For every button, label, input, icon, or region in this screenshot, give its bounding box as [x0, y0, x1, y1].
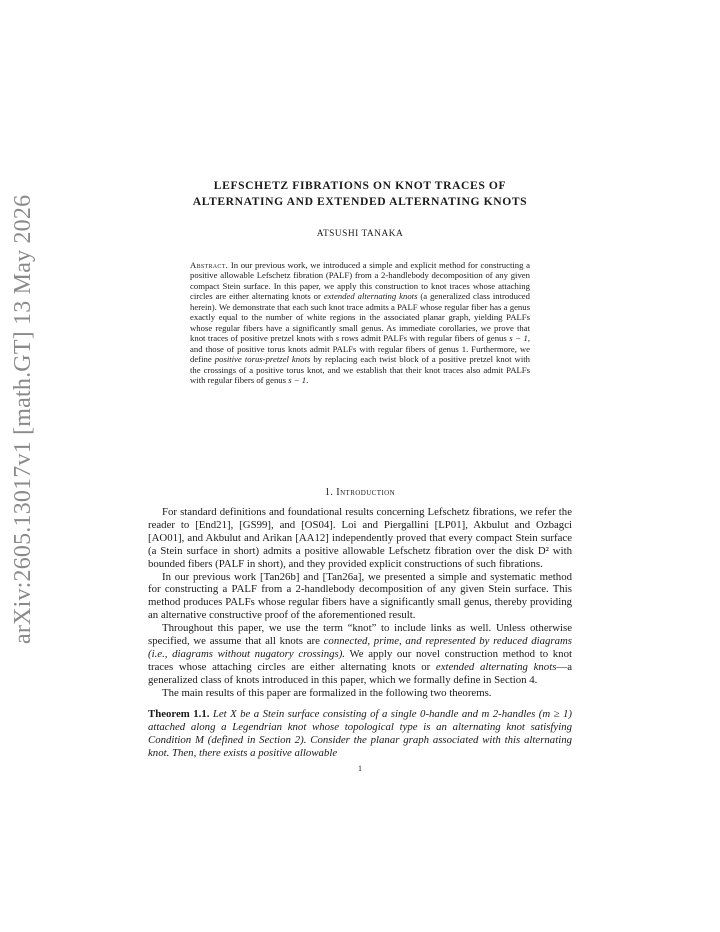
paper-title	[0, 178, 720, 210]
abstract-text: (a generalized class introduced herein). We demonstrate that each such knot trace admits a PALF whose regular fiber has a genus exactly equal to the number of white regions in the associated planar graph, yielding PALFs whose regular fibers have a significantly small genus. As immediate corollaries, we prove that knot traces of positive pretzel knots with	[190, 291, 530, 344]
theorem-text: Let X be a Stein surface consisting of a single 0-handle and m 2-handles (m ≥ 1) attached along a Legendrian knot whose topological type is an alternating knot satisfying Condition M (defined in Section 2). Consider the planar graph associated with this alternating knot. Then, there exists a positive allowable	[148, 708, 572, 759]
paragraph-italic: extended alternating knots	[435, 660, 557, 673]
abstract-italic-term: extended alternating knots	[323, 291, 418, 302]
paragraph-text: We apply our novel construction method to knot traces whose attaching circles are either alternating knots or	[148, 647, 572, 673]
page-number: 1	[358, 764, 362, 773]
theorem-1-1	[148, 708, 572, 760]
paragraph: The main results of this paper are formalized in the following two theorems.	[162, 686, 492, 699]
paragraph-italic: connected, prime, and represented by reduced diagrams (i.e., diagrams without nugatory crossings).	[148, 635, 572, 660]
abstract-math: s − 1	[288, 374, 307, 385]
abstract-math: s	[335, 333, 340, 344]
title-line-2: ALTERNATING AND EXTENDED ALTERNATING KNOTS	[192, 195, 528, 208]
abstract-text: In our previous work, we introduced a simple and explicit method for constructing a positive allowable Lefschetz fibration (PALF) from a 2-handlebody decomposition of any given compact Stein surface. In this paper, we apply this construction to knot traces whose attaching circles are either alternating knots or	[190, 260, 530, 302]
abstract	[190, 260, 530, 385]
paragraph: For standard definitions and foundational results concerning Lefschetz fibrations, we refer the reader to [End21], [GS99], and [OS04]. Loi and Piergallini [LP01], Akbulut and Ozbagci [AO01], and Akbulut and Arikan [AA12] independently proved that every compact Stein surface (a Stein surface in short) admits a positive allowable Lefschetz fibration over the disk D² with bounded fibers (PALF in short), and they provided explicit constructions of such fibrations.	[148, 506, 572, 570]
paragraph	[148, 622, 572, 687]
author-name: ATSUSHI TANAKA	[316, 229, 404, 239]
theorem-label: Theorem 1.1.	[148, 708, 210, 720]
arxiv-identifier: arXiv:2605.13017v1 [math.GT] 13 May 2026	[10, 194, 36, 644]
introduction-body	[148, 506, 572, 700]
abstract-math: s − 1	[509, 333, 528, 344]
abstract-text: by replacing each twist block of a positive pretzel knot with the crossings of a positive torus knot, and we establish that their knot traces also admit PALFs with regular fibers of genus	[190, 354, 530, 385]
abstract-text: .	[306, 374, 309, 385]
paragraph-text: —a generalized class of knots introduced in this paper, which we formally define in Section 4.	[148, 660, 572, 686]
paragraph-text: Throughout this paper, we use the term “knot” to include links as well. Unless otherwise specified, we assume that all knots are	[148, 622, 572, 648]
abstract-label: Abstract.	[190, 260, 229, 270]
abstract-italic-term: positive torus-pretzel knots	[214, 354, 311, 365]
title-line-1: LEFSCHETZ FIBRATIONS ON KNOT TRACES OF	[213, 179, 507, 192]
section-heading: 1. Introduction	[324, 487, 396, 498]
paragraph: In our previous work [Tan26b] and [Tan26a], we presented a simple and systematic method for constructing a PALF from a 2-handlebody decomposition of any given Stein surface. This method produces PALFs whose regular fibers have a significantly small genus, thereby providing an alternative constructive proof of the aforementioned result.	[148, 570, 572, 622]
abstract-text: rows admit PALFs with regular fibers of genus	[339, 333, 510, 344]
abstract-text: , and those of positive torus knots admit PALFs with regular fibers of genus 1. Furthermore, we define	[190, 333, 530, 365]
